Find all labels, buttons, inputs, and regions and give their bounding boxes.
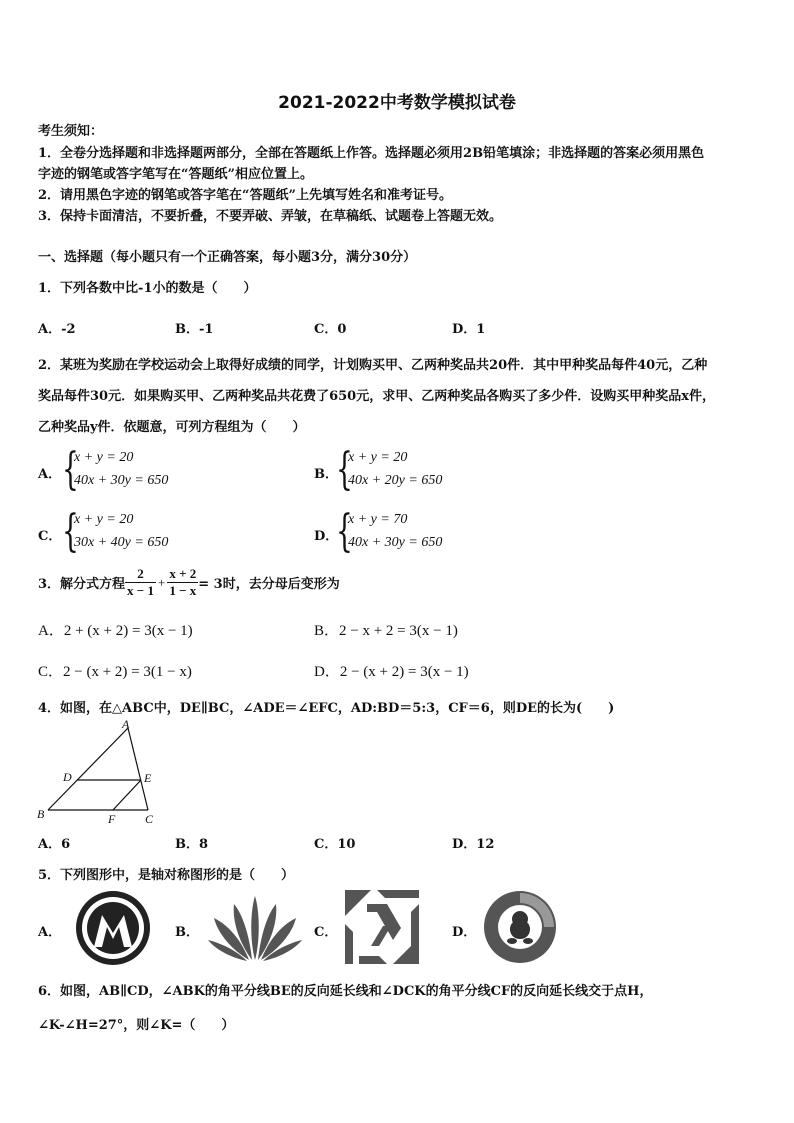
q4-stem: 4．如图，在△ABC中，DE∥BC，∠ADE＝∠EFC，AD:BD＝5:3，CF＝6，则DE的长为( )	[38, 701, 615, 716]
q3-prefix: 3．解分式方程	[38, 577, 126, 592]
equation: x + y = 70	[348, 512, 408, 527]
fraction-numerator: 2	[125, 566, 156, 583]
equation: x + y = 20	[74, 512, 134, 527]
side-ac	[128, 728, 148, 810]
q1-option-d[interactable]: D．1	[452, 322, 486, 337]
q3-option-b[interactable]: B．2 − x + 2 = 3(x − 1)	[314, 623, 458, 639]
q2-stem-line3: 乙种奖品y件．依题意，可列方程组为（ ）	[38, 420, 306, 435]
equation: 40x + 30y = 650	[74, 473, 169, 488]
q4-option-a[interactable]: A．6	[38, 837, 71, 852]
segment-ef	[113, 780, 141, 810]
q2-stem-line2: 奖品每件30元．如果购买甲、乙两种奖品共花费了650元，求甲、乙两种奖品各购买了多少件．设购买甲种奖品x件，	[38, 389, 715, 404]
fraction	[125, 566, 156, 599]
brace-symbol: {	[62, 444, 79, 495]
notice-line: 2．请用黑色字迹的钢笔或答字笔在“答题纸”上先填写姓名和准考证号。	[38, 188, 453, 203]
q5-option-a-label[interactable]: A．	[38, 925, 62, 940]
q2-option-a-system[interactable]	[62, 444, 212, 495]
equation: x + y = 20	[74, 450, 134, 465]
q4-option-d[interactable]: D．12	[452, 837, 495, 852]
q2-option-a-label[interactable]: A．	[38, 467, 62, 482]
q2-option-b-label[interactable]: B．	[314, 467, 338, 482]
q5-option-b-label[interactable]: B．	[175, 925, 199, 940]
fraction	[167, 566, 198, 599]
q5-stem: 5．下列图形中，是轴对称图形的是（ ）	[38, 868, 295, 883]
section-heading: 一、选择题（每小题只有一个正确答案，每小题3分，满分30分）	[38, 250, 417, 265]
fraction-numerator: x + 2	[169, 566, 197, 581]
q5-option-d-label[interactable]: D．	[452, 925, 477, 940]
q6-stem-line2: ∠K-∠H=27°，则∠K=（ ）	[38, 1018, 235, 1033]
equation: 40x + 30y = 650	[348, 535, 443, 550]
triangle-figure	[30, 718, 170, 826]
brace-symbol: {	[62, 506, 79, 557]
notice-line: 1．全卷分选择题和非选择题两部分，全部在答题纸上作答。选择题必须用2B铅笔填涂；非选择题的答案必须用黑色	[38, 146, 705, 161]
point-label-c: C	[145, 812, 154, 826]
notice-line: 3．保持卡面清洁，不要折叠，不要弄破、弄皱，在草稿纸、试题卷上答题无效。	[38, 209, 503, 224]
point-label-a: A	[122, 718, 130, 731]
q1-option-b[interactable]: B．-1	[175, 322, 214, 337]
point-label-d: D	[63, 770, 72, 784]
q2-option-c-system[interactable]	[62, 506, 212, 557]
plus-sign: +	[157, 574, 166, 590]
page-title: 2021-2022中考数学模拟试卷	[278, 93, 516, 113]
point-label-b: B	[37, 807, 45, 821]
q5-option-c-label[interactable]: C．	[314, 925, 338, 940]
side-ab	[48, 728, 128, 810]
equation: 30x + 40y = 650	[74, 535, 169, 550]
q3-option-a[interactable]: A．2 + (x + 2) = 3(x − 1)	[38, 623, 193, 639]
point-label-e: E	[144, 771, 152, 785]
q4-option-c[interactable]: C．10	[314, 837, 356, 852]
q2-option-d-system[interactable]	[336, 506, 486, 557]
q1-stem: 1．下列各数中比-1小的数是（ ）	[38, 281, 257, 296]
q2-stem-line1: 2．某班为奖励在学校运动会上取得好成绩的同学，计划购买甲、乙两种奖品共20件．其中甲种奖品每件40元，乙种	[38, 358, 708, 373]
qq-browser-logo-icon[interactable]	[482, 889, 558, 965]
notice-line: 字迹的钢笔或答字笔写在“答题纸”相应位置上。	[38, 167, 313, 182]
q1-option-a[interactable]: A．-2	[38, 322, 76, 337]
brace-symbol: {	[336, 506, 353, 557]
q1-option-c[interactable]: C．0	[314, 322, 347, 337]
notice-heading: 考生须知：	[38, 124, 104, 139]
q2-option-b-system[interactable]	[336, 444, 486, 495]
fraction-denominator: 1 − x	[169, 583, 197, 598]
brace-symbol: {	[336, 444, 353, 495]
q6-stem-line1: 6．如图，AB∥CD，∠ABK的角平分线BE的反向延长线和∠DCK的角平分线CF的反向延长线交于点H，	[38, 984, 653, 999]
q2-option-c-label[interactable]: C．	[38, 529, 62, 544]
metro-logo-icon[interactable]	[72, 889, 154, 967]
point-label-f: F	[108, 812, 116, 826]
q3-option-d[interactable]: D．2 − (x + 2) = 3(x − 1)	[314, 664, 469, 680]
q4-option-b[interactable]: B．8	[175, 837, 209, 852]
q3-stem	[38, 566, 340, 599]
q3-option-c[interactable]: C．2 − (x + 2) = 3(1 − x)	[38, 664, 192, 680]
q3-suffix: = 3时，去分母后变形为	[198, 577, 340, 592]
huawei-logo-icon[interactable]	[206, 892, 304, 964]
equation: x + y = 20	[348, 450, 408, 465]
q2-option-d-label[interactable]: D．	[314, 529, 339, 544]
square-z-logo-icon[interactable]	[343, 888, 421, 966]
fraction-denominator: x − 1	[127, 583, 154, 598]
equation: 40x + 20y = 650	[348, 473, 443, 488]
